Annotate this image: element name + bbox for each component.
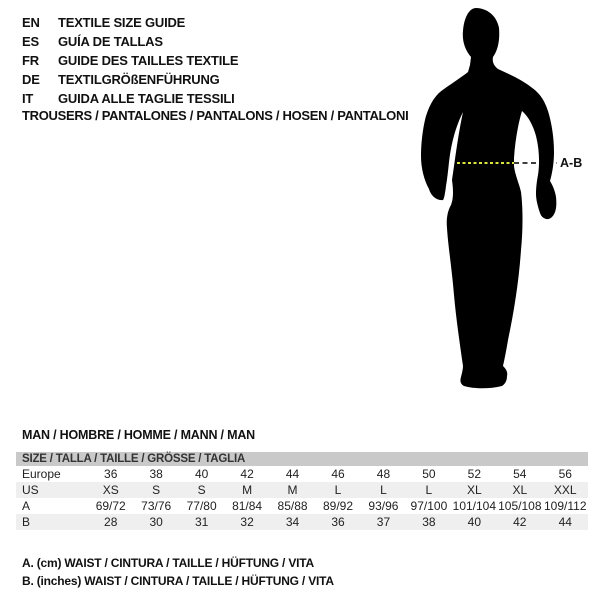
- language-list: [22, 13, 238, 108]
- table-cell: 89/92: [322, 499, 353, 513]
- table-cell: 46: [331, 467, 345, 481]
- language-row-es: [22, 32, 238, 51]
- table-cell: XL: [467, 483, 482, 497]
- size-table: [16, 452, 588, 530]
- table-cell: 36: [104, 467, 118, 481]
- table-cell: 77/80: [186, 499, 217, 513]
- table-row-us: [16, 482, 588, 498]
- row-label: B: [22, 515, 31, 529]
- language-row-de: [22, 70, 238, 89]
- language-label: GUIDE DES TAILLES TEXTILE: [58, 53, 239, 68]
- table-cell: 52: [467, 467, 482, 481]
- language-code: IT: [22, 91, 34, 106]
- table-cell: 34: [285, 515, 300, 529]
- table-cell: 81/84: [232, 499, 263, 513]
- table-row-b-inches: [16, 514, 588, 530]
- table-cell: 101/104: [452, 499, 497, 513]
- measure-label-ab: A-B: [560, 156, 583, 170]
- table-cell: 56: [558, 467, 572, 481]
- man-silhouette: [421, 8, 556, 388]
- table-cell: 40: [194, 467, 209, 481]
- language-code: ES: [22, 34, 39, 49]
- table-row-europe: [16, 466, 588, 482]
- table-cell: 38: [149, 467, 163, 481]
- table-cell: M: [287, 483, 298, 497]
- table-cell: 50: [422, 467, 436, 481]
- language-label: TEXTILGRÖßENFÜHRUNG: [58, 72, 220, 87]
- language-row-fr: [22, 51, 238, 70]
- table-cell: 85/88: [277, 499, 308, 513]
- table-cell: 37: [376, 515, 391, 529]
- size-table-header: SIZE / TALLA / TAILLE / GRÖSSE / TAGLIA: [16, 452, 588, 466]
- table-cell: 54: [513, 467, 527, 481]
- table-cell: 42: [240, 467, 254, 481]
- table-cell: XL: [512, 483, 528, 497]
- table-cell: 32: [240, 515, 254, 529]
- table-cell: S: [152, 483, 161, 497]
- language-label: TEXTILE SIZE GUIDE: [58, 15, 186, 30]
- row-label: Europe: [22, 467, 61, 481]
- table-cell: 31: [194, 515, 209, 529]
- measurement-notes: [22, 555, 334, 590]
- language-label: GUIDA ALLE TAGLIE TESSILI: [58, 91, 235, 106]
- man-silhouette-figure: [410, 0, 600, 410]
- row-label: A: [22, 499, 31, 513]
- table-cell: L: [380, 483, 387, 497]
- table-cell: 30: [149, 515, 163, 529]
- table-cell: 105/108: [498, 499, 542, 513]
- table-cell: XS: [102, 483, 119, 497]
- table-cell: M: [242, 483, 253, 497]
- table-cell: 73/76: [141, 499, 172, 513]
- table-cell: 40: [467, 515, 482, 529]
- table-cell: 38: [422, 515, 436, 529]
- table-cell: 44: [558, 515, 572, 529]
- table-cell: 36: [331, 515, 345, 529]
- row-label: US: [22, 483, 39, 497]
- table-cell: S: [197, 483, 206, 497]
- note-b: B. (inches) WAIST / CINTURA / TAILLE / HÜFTUNG / VITA: [22, 573, 334, 588]
- table-cell: 48: [376, 467, 391, 481]
- language-code: EN: [22, 15, 40, 30]
- language-row-en: [22, 13, 238, 32]
- language-label: GUÍA DE TALLAS: [58, 34, 163, 49]
- table-cell: 42: [513, 515, 527, 529]
- table-cell: XXL: [553, 483, 577, 497]
- language-row-it: [22, 89, 238, 108]
- table-cell: 97/100: [410, 499, 448, 513]
- language-code: DE: [22, 72, 40, 87]
- table-cell: 69/72: [95, 499, 126, 513]
- language-code: FR: [22, 53, 39, 68]
- table-cell: 44: [285, 467, 300, 481]
- table-row-a-cm: [16, 498, 588, 514]
- table-cell: L: [425, 483, 433, 497]
- table-cell: 109/112: [544, 499, 587, 513]
- table-cell: L: [334, 483, 342, 497]
- category-title: TROUSERS / PANTALONES / PANTALONS / HOSEN / PANTALONI: [22, 108, 409, 123]
- table-cell: 28: [104, 515, 118, 529]
- note-a: A. (cm) WAIST / CINTURA / TAILLE / HÜFTUNG / VITA: [22, 556, 314, 570]
- table-cell: 93/96: [368, 499, 399, 513]
- gender-title: MAN / HOMBRE / HOMME / MANN / MAN: [22, 428, 255, 442]
